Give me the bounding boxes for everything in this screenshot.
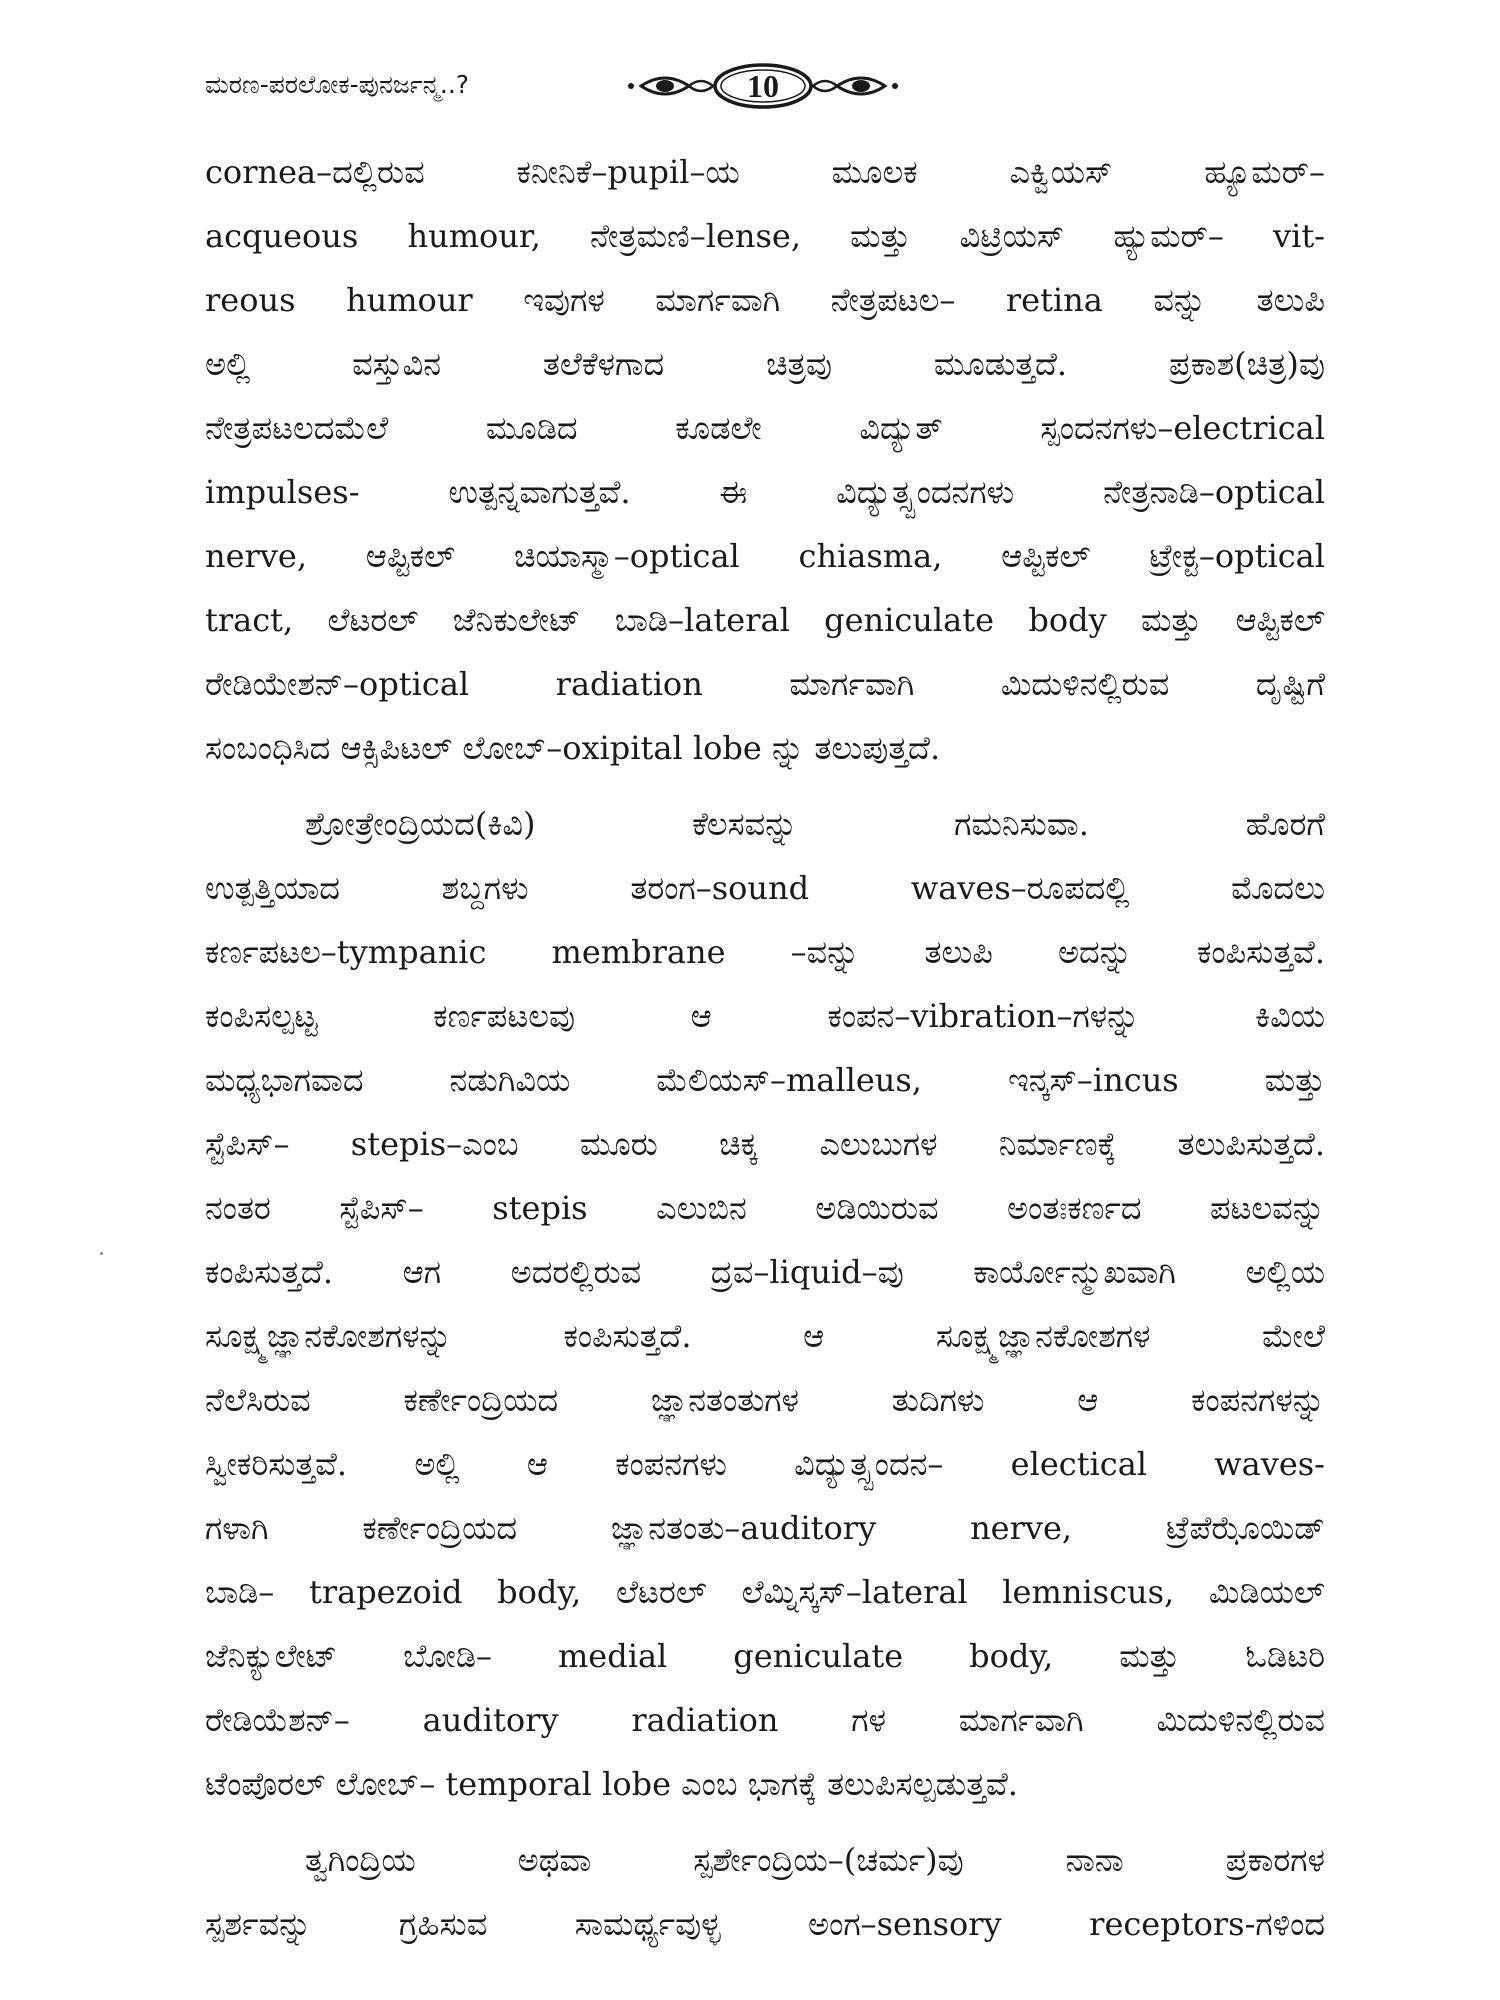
text-line: ನೆಲೆಸಿರುವ ಕರ್ಣೇಂದ್ರಿಯದ ಜ್ಞಾನತಂತುಗಳ ತುದಿಗಳು ಆ ಕಂಪನಗಳನ್ನು [205, 1381, 1325, 1419]
text-line: ಕಂಪಿಸಲ್ಪಟ್ಟ ಕರ್ಣಪಟಲವು ಆ ಕಂಪನ–vibration–ಗಳನ್ನು ಕಿವಿಯ [205, 997, 1325, 1035]
text-line: ಅಲ್ಲಿ ವಸ್ತುವಿನ ತಲೆಕೆಳಗಾದ ಚಿತ್ರವು ಮೂಡುತ್ತದೆ. ಪ್ರಕಾಶ(ಚಿತ್ರ)ವು [205, 345, 1325, 383]
text-line: ತ್ವಗಿಂದ್ರಿಯ ಅಥವಾ ಸ್ಪರ್ಶೇಂದ್ರಿಯ–(ಚರ್ಮ)ವು ನಾನಾ ಪ್ರಕಾರಗಳ [305, 1841, 1325, 1879]
text-line: ನಂತರ ಸ್ಟೆಪಿಸ್– stepis ಎಲುಬಿನ ಅಡಿಯಿರುವ ಅಂತಃಕರ್ಣದ ಪಟಲವನ್ನು [205, 1189, 1325, 1227]
text-line: ಮಧ್ಯಭಾಗವಾದ ನಡುಗಿವಿಯ ಮೆಲಿಯಸ್–malleus, ಇನ್ಕಸ್–incus ಮತ್ತು [205, 1061, 1325, 1099]
text-line: ಸ್ಪರ್ಶವನ್ನು ಗ್ರಹಿಸುವ ಸಾಮರ್ಥ್ಯವುಳ್ಳ ಅಂಗ–sensory receptors-ಗಳಿಂದ [205, 1905, 1325, 1943]
page-number-ornament [623, 62, 903, 110]
text-line: ರೇಡಿಯೆಶನ್– auditory radiation ಗಳ ಮಾರ್ಗವಾಗಿ ಮಿದುಳಿನಲ್ಲಿರುವ [205, 1701, 1325, 1739]
text-line: ಕರ್ಣಪಟಲ–tympanic membrane –ವನ್ನು ತಲುಪಿ ಅದನ್ನು ಕಂಪಿಸುತ್ತವೆ. [205, 933, 1325, 971]
text-line: ಸಂಬಂಧಿಸಿದ ಆಕ್ಸಿಪಿಟಲ್ ಲೋಬ್–oxipital lobe ನ್ನು ತಲುಪುತ್ತದೆ. [205, 729, 941, 767]
text-line: ನೇತ್ರಪಟಲದಮೆಲೆ ಮೂಡಿದ ಕೂಡಲೇ ವಿದ್ಯುತ್ ಸ್ಪಂದನಗಳು–electrical [205, 409, 1325, 447]
text-line: impulses- ಉತ್ಪನ್ನವಾಗುತ್ತವೆ. ಈ ವಿದ್ಯುತ್ಸ್ಪಂದನಗಳು ನೇತ್ರನಾಡಿ–optical [205, 473, 1325, 511]
text-line: ಉತ್ಪತ್ತಿಯಾದ ಶಬ್ದಗಳು ತರಂಗ–sound waves–ರೂಪದಲ್ಲಿ ಮೊದಲು [205, 869, 1325, 907]
text-line: ಬಾಡಿ– trapezoid body, ಲೆಟರಲ್ ಲೆಮ್ನಿಸ್ಕಸ್–lateral lemniscus, ಮಿಡಿಯಲ್ [205, 1573, 1325, 1611]
text-line: tract, ಲೆಟರಲ್ ಜೆನಿಕುಲೇಟ್ ಬಾಡಿ–lateral geniculate body ಮತ್ತು ಆಪ್ಟಿಕಲ್ [205, 601, 1325, 639]
text-line: ಟೆಂಪೊರಲ್ ಲೋಬ್– temporal lobe ಎಂಬ ಭಾಗಕ್ಕೆ ತಲುಪಿಸಲ್ಪಡುತ್ತವೆ. [205, 1765, 1018, 1803]
text-line: ಶ್ರೋತ್ರೇಂದ್ರಿಯದ(ಕಿವಿ) ಕೆಲಸವನ್ನು ಗಮನಿಸುವಾ. ಹೊರಗೆ [305, 805, 1325, 843]
text-line: ಸ್ವೀಕರಿಸುತ್ತವೆ. ಅಲ್ಲಿ ಆ ಕಂಪನಗಳು ವಿದ್ಯುತ್ಸ್ಪಂದನ– electical waves- [205, 1445, 1325, 1483]
paragraph-ear [205, 792, 1325, 1816]
text-line: acqueous humour, ನೇತ್ರಮಣಿ–lense, ಮತ್ತು ವಿಟ್ರಿಯಸ್ ಹ್ಯುಮರ್– vit- [205, 217, 1325, 255]
text-line: ರೇಡಿಯೇಶನ್–optical radiation ಮಾರ್ಗವಾಗಿ ಮಿದುಳಿನಲ್ಲಿರುವ ದೃಷ್ಟಿಗೆ [205, 665, 1325, 703]
running-title: ಮರಣ-ಪರಲೋಕ-ಪುನರ್ಜನ್ಮ..? [205, 70, 470, 99]
page-number: 10 [747, 68, 779, 104]
stray-mark [100, 1252, 103, 1255]
text-line: ಜೆನಿಕ್ಯುಲೇಟ್ ಬೋಡಿ– medial geniculate body, ಮತ್ತು ಓಡಿಟರಿ [205, 1637, 1325, 1675]
text-line: ಸ್ಟೆಪಿಸ್– stepis–ಎಂಬ ಮೂರು ಚಿಕ್ಕ ಎಲುಬುಗಳ ನಿರ್ಮಾಣಕ್ಕೆ ತಲುಪಿಸುತ್ತದೆ. [205, 1125, 1325, 1163]
body-text [205, 140, 1325, 1956]
page-header [205, 62, 1325, 112]
paragraph-skin [205, 1828, 1325, 1956]
text-line: ಸೂಕ್ಷ್ಮಜ್ಞಾನಕೋಶಗಳನ್ನು ಕಂಪಿಸುತ್ತದೆ. ಆ ಸೂಕ್ಷ್ಮಜ್ಞಾನಕೋಶಗಳ ಮೇಲೆ [205, 1317, 1325, 1355]
text-line: nerve, ಆಪ್ಟಿಕಲ್ ಚಿಯಾಸ್ಮಾ–optical chiasma, ಆಪ್ಟಿಕಲ್ ಟ್ರೇಕ್ಟ–optical [205, 537, 1325, 575]
text-line: ಕಂಪಿಸುತ್ತದೆ. ಆಗ ಅದರಲ್ಲಿರುವ ದ್ರವ–liquid–ವು ಕಾರ್ಯೋನ್ಮುಖವಾಗಿ ಅಲ್ಲಿಯ [205, 1253, 1325, 1291]
paragraph-eye [205, 140, 1325, 780]
text-line: ಗಳಾಗಿ ಕರ್ಣೇಂದ್ರಿಯದ ಜ್ಞಾನತಂತು–auditory nerve, ಟ್ರೆಪೆಝೊಯಿಡ್ [205, 1509, 1325, 1547]
text-line: cornea–ದಲ್ಲಿರುವ ಕನೀನಿಕೆ–pupil–ಯ ಮೂಲಕ ಎಕ್ವಿಯಸ್ ಹ್ಯೂಮರ್– [205, 153, 1325, 191]
text-line: reous humour ಇವುಗಳ ಮಾರ್ಗವಾಗಿ ನೇತ್ರಪಟಲ– retina ವನ್ನು ತಲುಪಿ [205, 281, 1325, 319]
